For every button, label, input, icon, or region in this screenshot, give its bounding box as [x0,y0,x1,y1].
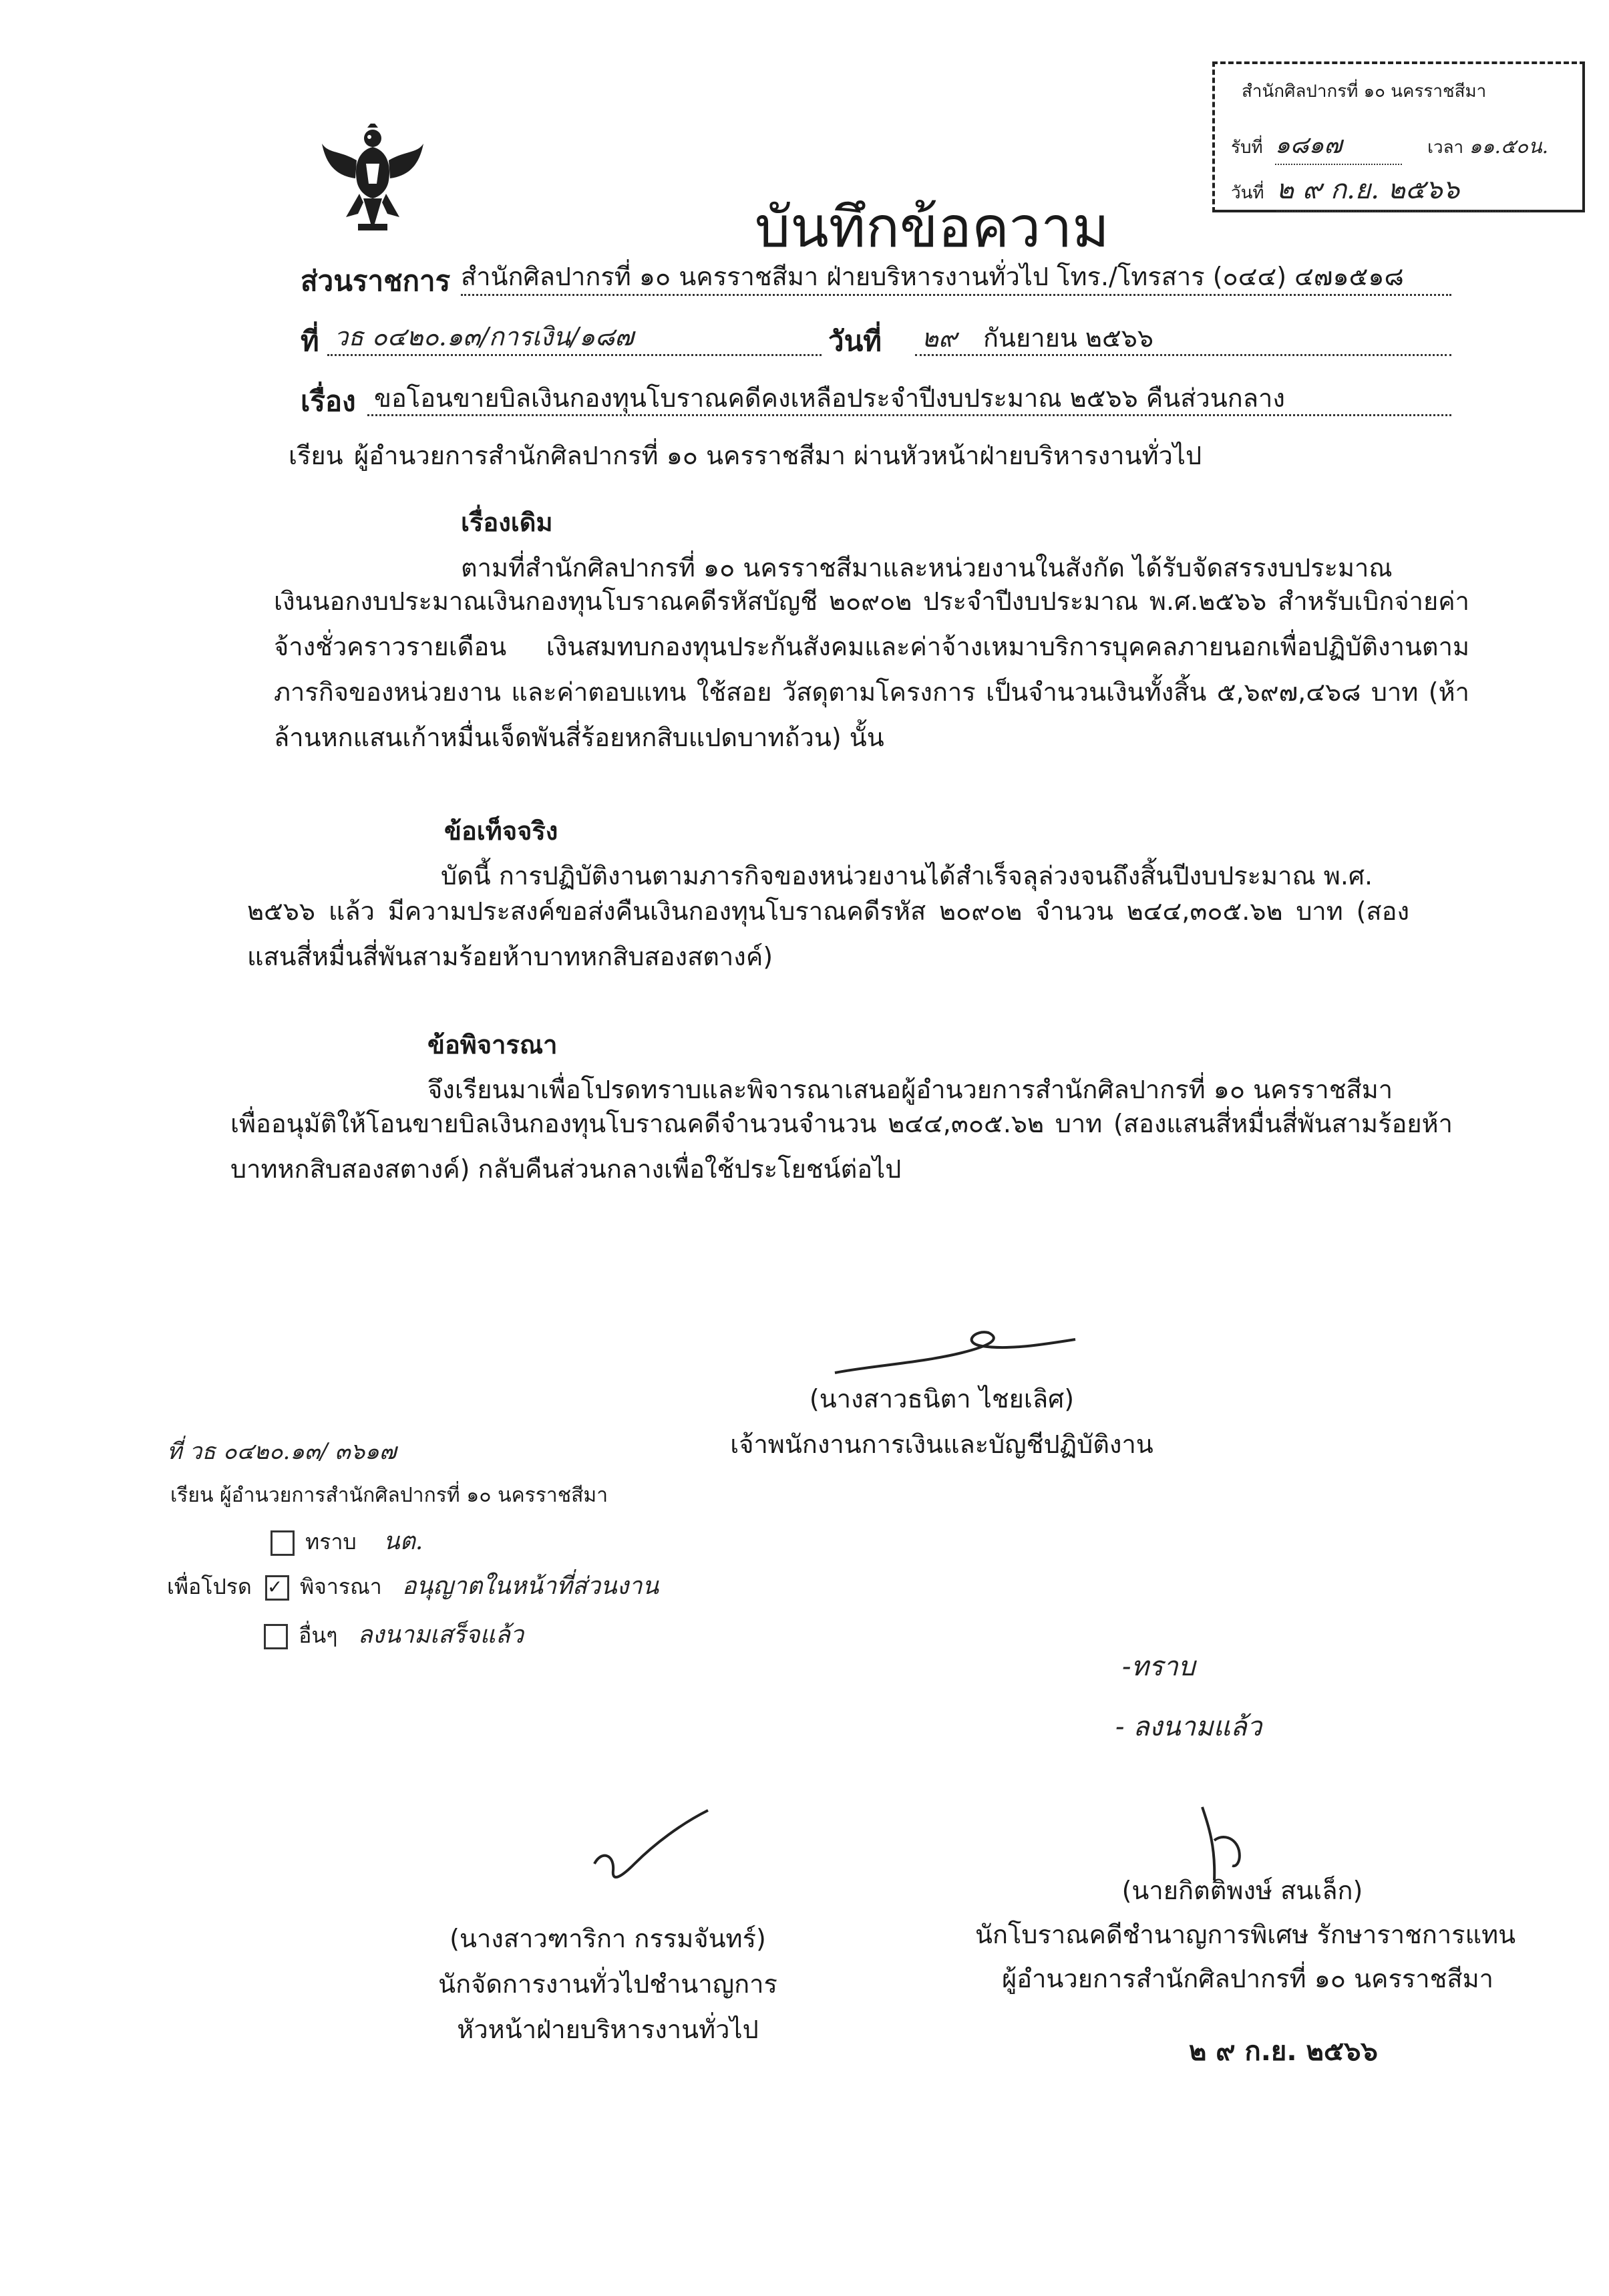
date-day: ๒๙ [922,323,957,353]
section-consideration-first-line: จึงเรียนมาเพื่อโปรดทราบและพิจารณาเสนอผู้อำนวยการสำนักศิลปากรที่ ๑๐ นครราชสีมา [427,1075,1393,1104]
signer3-role: ผู้อำนวยการสำนักศิลปากรที่ ๑๐ นครราชสีมา [1002,1964,1494,1993]
stamp-receive-no: ๑๘๑๗ [1275,126,1402,165]
section-consideration-text: เพื่ออนุมัติให้โอนขายบิลเงินกองทุนโบราณคดีจำนวนจำนวน ๒๔๔,๓๐๕.๖๒ บาท (สองแสนสี่หมื่นสี่พันสามร้อยห้าบาทหกสิบสองสตางค์) กลับคืนส่วนกลางเพื่อใช้ประโยชน์ต่อไป [230,1109,1453,1184]
routing-to: เรียน ผู้อำนวยการสำนักศิลปากรที่ ๑๐ นครราชสีมา [170,1484,608,1507]
ref-dotline [327,354,822,356]
signer2-position: นักจัดการงานทั่วไปชำนาญการ [438,1969,777,1999]
stamp-time: ๑๑.๕๐น. [1469,135,1549,158]
receiving-stamp [1212,61,1585,212]
memo-title: บันทึกข้อความ [755,194,1109,260]
agency-text: สำนักศิลปากรที่ ๑๐ นครราชสีมา ฝ่ายบริหารงานทั่วไป โทร./โทรสาร (๐๔๔) ๔๗๑๕๑๘ [461,262,1404,291]
routing-option-acknowledge: ทราบ นต. [271,1522,423,1560]
stamp-receive-label: รับที่ [1231,138,1263,158]
section-facts-first-line: บัดนี้ การปฏิบัติงานตามภารกิจของหน่วยงานได้สำเร็จลุล่วงจนถึงสิ้นปีงบประมาณ พ.ศ. [441,861,1373,890]
section-background-text: เงินนอกงบประมาณเงินกองทุนโบราณคดีรหัสบัญชี ๒๐๙๐๒ ประจำปีงบประมาณ พ.ศ.๒๕๖๖ สำหรับเบิกจ่ายค่าจ้างชั่วคราวรายเดือน เงินสมทบกองทุนประกันสังคมและค่าจ้างเหมาบริการบุคคลภายนอกเพื่อปฏิบัติงานตามภารกิจของหน่วยงาน และค่าตอบแทน ใช้สอย วัสดุตามโครงการ เป็นจำนวนเงินทั้งสิ้น ๕,๖๙๗,๔๖๘ บาท (ห้าล้านหกแสนเก้าหมื่นเจ็ดพันสี่ร้อยหกสิบแปดบาทถ้วน) นั้น [274,587,1469,752]
subject-dotline [367,414,1451,416]
to-label: เรียน [289,441,343,470]
agency-label: ส่วนราชการ [301,265,451,297]
stamp-office: สำนักศิลปากรที่ ๑๐ นครราชสีมา [1242,81,1487,102]
signer2-name: (นางสาวฑาริกา กรรมจันทร์) [450,1924,766,1953]
signer3-position: นักโบราณคดีชำนาญการพิเศษ รักษาราชการแทน [975,1920,1516,1949]
date-month-year: กันยายน ๒๕๖๖ [983,323,1153,353]
subject-label: เรื่อง [301,385,356,418]
routing-option-other: อื่นๆ ลงนามเสร็จแล้ว [264,1615,524,1653]
ref-label: ที่ [301,325,319,357]
routing-option-consider: เพื่อโปรด ✓ พิจารณา อนุญาตในหน้าที่ส่วนงาน [167,1573,659,1600]
section-facts-text: ๒๕๖๖ แล้ว มีความประสงค์ขอส่งคืนเงินกองทุนโบราณคดีรหัส ๒๐๙๐๒ จำนวน ๒๔๔,๓๐๕.๖๒ บาท (สองแสนสี่หมื่นสี่พันสามร้อยห้าบาทหกสิบสองสตางค์) [247,896,1409,971]
section-consideration-heading: ข้อพิจารณา [427,1030,558,1059]
section-background-heading: เรื่องเดิม [461,508,553,537]
signer1-position: เจ้าพนักงานการเงินและบัญชีปฏิบัติงาน [730,1430,1153,1459]
signer2-role: หัวหน้าฝ่ายบริหารงานทั่วไป [457,2015,759,2044]
date-label: วันที่ [828,325,882,357]
routing-prefix: เพื่อโปรด [167,1574,252,1599]
section-background-first-line: ตามที่สำนักศิลปากรที่ ๑๐ นครราชสีมาและหน่วยงานในสังกัด ได้รับจัดสรรงบประมาณ [461,553,1393,583]
signer1-name: (นางสาวธนิตา ไชยเลิศ) [809,1384,1075,1414]
stamp-date: ๒ ๙ ก.ย. ๒๕๖๖ [1276,168,1530,212]
signature-2 [581,1804,715,1897]
date-dotline [915,354,1451,356]
stamp-time-label: เวลา [1427,138,1464,158]
checkbox-acknowledge[interactable] [271,1530,295,1556]
to-text: ผู้อำนวยการสำนักศิลปากรที่ ๑๐ นครราชสีมา ผ่านหัวหน้าฝ่ายบริหารงานทั่วไป [354,441,1202,470]
checkbox-consider[interactable]: ✓ [265,1575,289,1601]
stamp-date-label: วันที่ [1231,183,1264,203]
signer3-date-stamp: ๒ ๙ ก.ย. ๒๕๖๖ [1189,2036,1378,2067]
signature-3 [1176,1800,1256,1887]
subject-text: ขอโอนขายบิลเงินกองทุนโบราณคดีคงเหลือประจำปีงบประมาณ ๒๕๖๖ คืนส่วนกลาง [374,383,1285,413]
checkbox-other[interactable] [264,1624,288,1649]
handnote-signed: - ลงนามแล้ว [1115,1711,1262,1742]
agency-dotline [461,294,1451,296]
signature-1 [828,1326,1082,1386]
garuda-emblem-icon [319,124,426,237]
ref-number: วธ ๐๔๒๐.๑๓/การเงิน/๑๘๗ [334,322,634,351]
section-facts-heading: ข้อเท็จจริง [444,816,558,846]
routing-ref: ที่ วธ ๐๔๒๐.๑๓/ ๓๖๑๗ [167,1438,397,1465]
handnote-acknowledged: -ทราบ [1122,1651,1196,1682]
signer3-name: (นายกิตติพงษ์ สนเล็ก) [1121,1876,1363,1905]
